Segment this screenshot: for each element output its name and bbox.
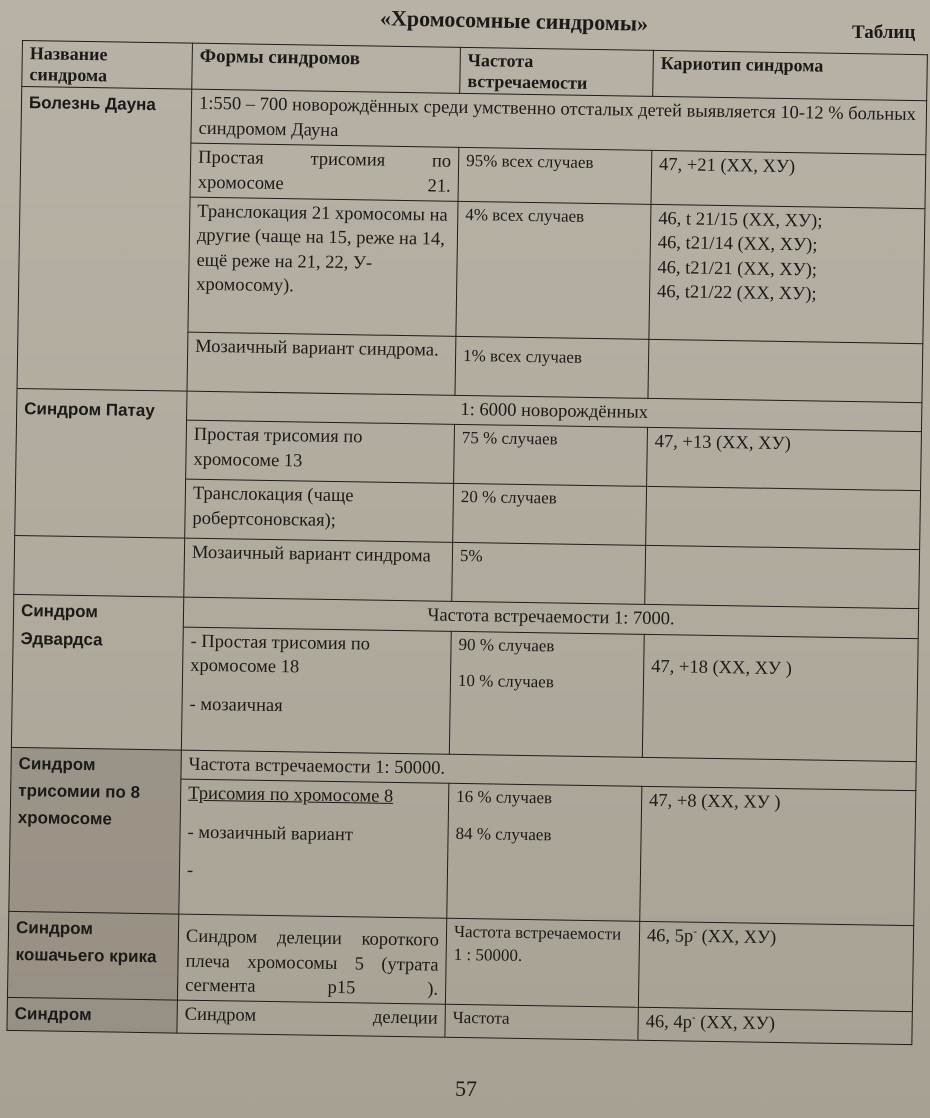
karyotype-tail: (ХХ, ХУ): [695, 1013, 776, 1035]
karyotype-sup: -: [693, 925, 698, 938]
form-cell: Синдром делеции короткого плеча хромосомы 5 (утрата сегмента р15 ).: [177, 914, 446, 1004]
karyotype-cell: 47, +18 (ХХ, ХУ ): [642, 634, 918, 761]
form-line: - Простая трисомия по хромосоме 18: [190, 631, 371, 678]
frequency-cell: [447, 784, 642, 922]
syndrome-name-empty: [14, 536, 185, 598]
syndrome-summary: Частота встречаемости 1: 7000.: [183, 598, 918, 639]
karyotype-cell-empty: [646, 487, 921, 550]
syndrome-name: Болезнь Дауна: [17, 87, 192, 391]
karyotype-cell: 47, +13 (ХХ, ХУ): [647, 428, 922, 491]
form-cell: [181, 627, 451, 754]
form-cell: Простая трисомия по хромосоме 13: [186, 421, 455, 484]
form-line: - мозаичный вариант: [187, 822, 354, 845]
frequency-cell: 75 % случаев: [454, 425, 648, 487]
syndrome-name: Синдром трисомии по 8 хромосоме: [9, 747, 182, 914]
form-line: -: [186, 860, 194, 881]
page-title: «Хромосомные синдромы»: [379, 5, 649, 36]
syndromes-table: [6, 40, 927, 1045]
frequency-line: 84 % случаев: [455, 823, 552, 845]
karyotype-line: 46, t 21/15 (ХХ, ХУ);: [658, 209, 823, 232]
syndrome-summary: 1:550 – 700 новорождённых среди умственно отсталых детей выявляется 10-12 % больных синдромом Дауна: [191, 90, 927, 155]
syndrome-name: Синдром Эдвардса: [11, 595, 183, 750]
form-line: Трисомия по хромосоме 8: [188, 783, 394, 808]
form-line: - мозаичная: [189, 694, 283, 716]
karyotype-cell: [638, 922, 913, 1013]
frequency-cell: 95% всех случаев: [458, 148, 652, 205]
syndrome-name: Синдром Патау: [15, 388, 187, 538]
frequency-line: 16 % случаев: [456, 787, 553, 808]
header-karyotype: Кариотип синдрома: [653, 50, 928, 101]
frequency-cell: 20 % случаев: [453, 484, 647, 546]
karyotype-sup: -: [691, 1012, 696, 1025]
syndrome-name: Синдром: [7, 998, 177, 1033]
karyotype-cell-empty: [648, 339, 923, 402]
frequency-cell: Частота встречаемости 1 : 50000.: [445, 918, 639, 1007]
karyotype-main: 46, 4р: [645, 1012, 693, 1034]
header-frequency: Частота встречаемости: [460, 47, 654, 96]
karyotype-line: 46, t21/21 (ХХ, ХУ);: [657, 257, 818, 281]
karyotype-cell: 47, +8 (ХХ, ХУ ): [640, 787, 916, 926]
karyotype-tail: (ХХ, ХУ): [696, 927, 777, 949]
frequency-line: 90 % случаев: [458, 634, 555, 656]
table-label: Таблиц: [852, 22, 916, 43]
karyotype-main: 46, 5р: [646, 926, 694, 948]
form-cell: Транслокация 21 хромосомы на другие (чаще на 15, реже на 14, ещё реже на 21, 22, У-хромосому).: [188, 197, 458, 336]
form-cell: Мозаичный вариант синдрома: [184, 539, 453, 602]
frequency-line: 10 % случаев: [457, 671, 554, 692]
karyotype-line: 46, t21/22 (ХХ, ХУ);: [656, 282, 817, 305]
syndrome-summary: Частота встречаемости 1: 50000.: [181, 750, 916, 791]
syndrome-name: Синдром кошачьего крика: [7, 912, 178, 1001]
form-cell: Транслокация (чаще робертсоновская);: [185, 480, 454, 543]
frequency-cell: 5%: [452, 543, 646, 605]
karyotype-cell: [649, 204, 925, 343]
table-row: [7, 912, 913, 1012]
form-cell: Простая трисомия по хромосоме 21.: [190, 143, 459, 201]
form-cell: [179, 779, 449, 918]
form-cell: Мозаичный вариант синдрома.: [187, 332, 456, 395]
karyotype-cell: [638, 1008, 912, 1044]
frequency-cell: Частота: [445, 1005, 638, 1040]
syndrome-summary: 1: 6000 новорождённых: [187, 391, 922, 432]
frequency-cell: [449, 631, 644, 757]
form-cell: Синдром делеции: [177, 1000, 445, 1036]
frequency-cell: 1% всех случаев: [455, 336, 649, 398]
karyotype-line: 46, t21/14 (ХХ, ХУ);: [657, 233, 818, 256]
karyotype-cell: 47, +21 (ХХ, ХУ): [651, 151, 926, 209]
karyotype-cell-empty: [645, 546, 920, 609]
header-forms: Формы синдромов: [192, 43, 461, 94]
page-number: 57: [455, 1076, 477, 1101]
header-name: Название синдрома: [22, 41, 193, 90]
frequency-cell: 4% всех случаев: [456, 201, 651, 339]
